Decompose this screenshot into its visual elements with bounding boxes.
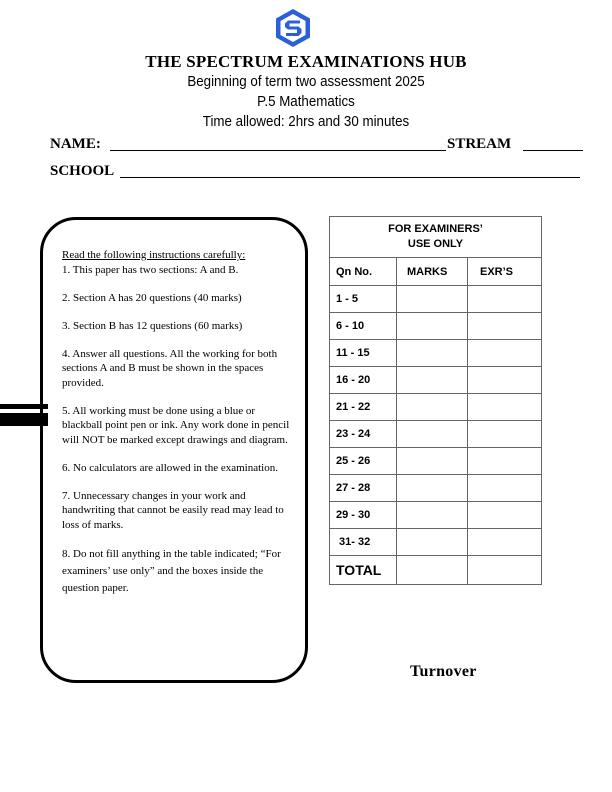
column-header-exr: EXR’S: [468, 258, 542, 286]
examiners-title-line1: FOR EXAMINERS’: [388, 223, 483, 235]
stream-field[interactable]: [523, 150, 583, 151]
instruction-item: 2. Section A has 20 questions (40 marks): [62, 291, 242, 304]
marks-cell: [397, 421, 468, 448]
exr-cell: [468, 367, 542, 394]
marks-cell: [397, 394, 468, 421]
examiners-table-title: [330, 217, 542, 258]
time-allowed: Time allowed: 2hrs and 30 minutes: [202, 114, 410, 130]
instruction-item: 7. Unnecessary changes in your work and handwriting that cannot be easily read may lead to loss of marks.: [62, 489, 284, 531]
row-label: 1 - 5: [330, 286, 397, 313]
instruction-item: 6. No calculators are allowed in the examination.: [62, 461, 278, 474]
name-field[interactable]: [110, 150, 446, 151]
organization-title: THE SPECTRUM EXAMINATIONS HUB: [145, 52, 467, 71]
table-row: [330, 421, 542, 448]
table-row: [330, 529, 542, 556]
table-row: [330, 502, 542, 529]
marks-cell: [397, 475, 468, 502]
marks-cell: [397, 367, 468, 394]
exr-cell: [468, 313, 542, 340]
instruction-item: 5. All working must be done using a blue or blackball point pen or ink. Any work done in pencil will NOT be marked except drawings and diagram.: [62, 404, 290, 446]
examiners-table: [329, 216, 542, 585]
exr-cell: [468, 448, 542, 475]
school-field[interactable]: [120, 177, 580, 178]
row-label: 31- 32: [330, 529, 397, 556]
column-header-marks: MARKS: [397, 258, 468, 286]
marks-cell: [397, 448, 468, 475]
marks-cell: [397, 502, 468, 529]
row-label: 16 - 20: [330, 367, 397, 394]
examiners-title-line2: USE ONLY: [407, 238, 464, 250]
total-label: TOTAL: [330, 556, 397, 585]
total-row: [330, 556, 542, 585]
table-row: [330, 394, 542, 421]
row-label: 27 - 28: [330, 475, 397, 502]
instruction-item: 4. Answer all questions. All the working for both sections A and B must be shown in the spaces provided.: [62, 347, 278, 389]
table-row: [330, 475, 542, 502]
stream-label: STREAM: [447, 136, 512, 152]
instructions-heading: Read the following instructions carefully:: [62, 249, 246, 261]
total-marks-cell: [397, 556, 468, 585]
row-label: 23 - 24: [330, 421, 397, 448]
table-row: [330, 340, 542, 367]
instructions: [62, 248, 298, 610]
row-label: 6 - 10: [330, 313, 397, 340]
turnover-label: Turnover: [410, 663, 477, 680]
name-label: NAME:: [50, 136, 101, 152]
row-label: 29 - 30: [330, 502, 397, 529]
marks-cell: [397, 313, 468, 340]
instruction-item: 8. Do not fill anything in the table indicated; “For examiners’ use only” and the boxes inside the question paper.: [62, 547, 281, 594]
marks-cell: [397, 340, 468, 367]
exr-cell: [468, 394, 542, 421]
table-row: [330, 286, 542, 313]
exr-cell: [468, 529, 542, 556]
marks-cell: [397, 529, 468, 556]
marks-cell: [397, 286, 468, 313]
row-label: 21 - 22: [330, 394, 397, 421]
spectrum-logo-icon: [274, 8, 312, 48]
instruction-item: 1. This paper has two sections: A and B.: [62, 263, 239, 276]
exr-cell: [468, 502, 542, 529]
row-label: 25 - 26: [330, 448, 397, 475]
total-exr-cell: [468, 556, 542, 585]
table-row: [330, 313, 542, 340]
row-label: 11 - 15: [330, 340, 397, 367]
exr-cell: [468, 286, 542, 313]
instruction-item: 3. Section B has 12 questions (60 marks): [62, 319, 243, 332]
column-header-qn: Qn No.: [330, 258, 397, 286]
school-label: SCHOOL: [50, 163, 115, 179]
exr-cell: [468, 475, 542, 502]
exr-cell: [468, 340, 542, 367]
assessment-title: Beginning of term two assessment 2025: [187, 74, 425, 90]
subject-title: P.5 Mathematics: [257, 94, 355, 110]
table-row: [330, 448, 542, 475]
table-header-row: [330, 258, 542, 286]
table-row: [330, 367, 542, 394]
exr-cell: [468, 421, 542, 448]
